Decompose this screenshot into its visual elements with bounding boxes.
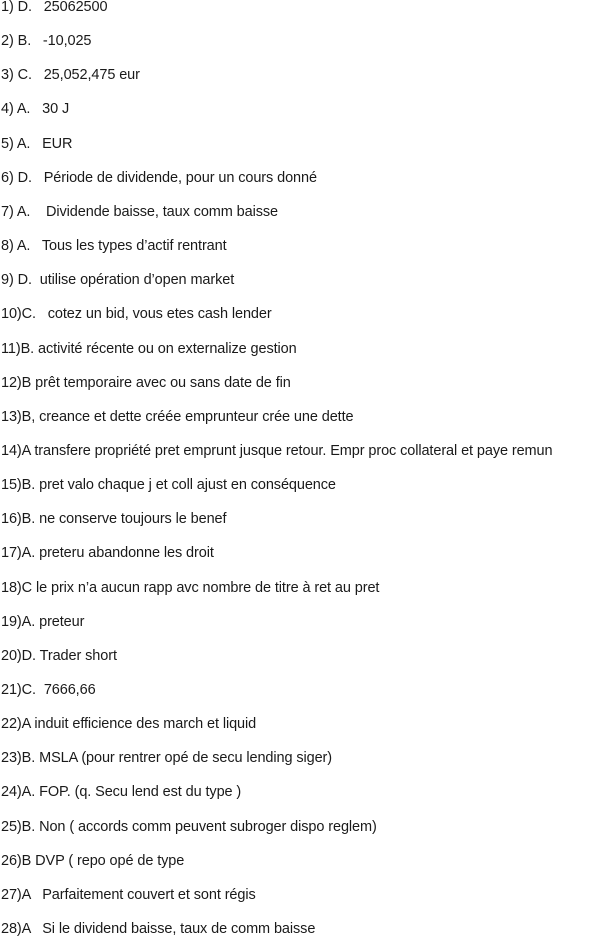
answer-text: 30 J [30,101,70,118]
answer-line [1,475,336,495]
answer-line [1,919,315,939]
answer-number: 16)B. [1,511,36,528]
answer-number: 18)C [1,579,33,596]
answer-line [1,270,234,290]
answer-text: FOP. (q. Secu lend est du type ) [35,784,242,801]
answer-number: 7) A. [1,203,31,220]
answer-text: Période de dividende, pour un cours donné [31,169,317,186]
answer-line [1,817,377,837]
answer-number: 23)B. [1,750,36,767]
answer-line [1,168,317,188]
answer-text: EUR [30,135,73,152]
answer-line [1,578,379,598]
answer-number: 11)B. [1,340,35,357]
answer-number: 24)A. [1,784,36,801]
answer-text: creance et dette créée emprunteur crée une dette [35,408,354,425]
answer-line [1,680,96,700]
answer-text: Non ( accords comm peuvent subroger dispo reglem) [35,818,377,835]
answer-line [1,612,84,632]
answer-number: 14)A [1,442,31,459]
answer-text: MSLA (pour rentrer opé de secu lending siger) [35,750,333,767]
answer-number: 12)B [1,374,32,391]
answer-number: 28)A [1,921,31,937]
answer-line [1,99,69,119]
answer-line [1,441,552,461]
answer-text: activité récente ou on externalize gestion [34,340,297,357]
answer-number: 26)B [1,852,32,869]
answer-line [1,134,72,154]
answer-text: transfere propriété pret emprunt jusque retour. Empr proc collateral et paye remun [30,442,553,459]
answer-line [1,509,226,529]
answer-line [1,714,256,734]
answer-text: ne conserve toujours le benef [35,511,227,528]
answer-line [1,339,297,359]
answer-number: 22)A [1,716,31,733]
answer-number: 21)C. [1,682,36,698]
answer-line [1,407,354,427]
answer-line [1,748,332,768]
answer-text: DVP ( repo opé de type [31,852,185,869]
answer-text: preteru abandonne les droit [35,545,214,562]
answer-line [1,543,214,563]
answer-number: 10)C. [1,306,36,323]
answer-number: 3) C. [1,67,32,84]
answer-text: 25,052,475 eur [31,67,140,84]
answer-line [1,0,107,17]
answer-number: 1) D. [1,0,32,15]
answer-number: 17)A. [1,545,36,562]
answer-line [1,885,256,905]
answer-text: utilise opération d’open market [31,272,235,289]
answer-number: 27)A [1,886,31,903]
answer-number: 4) A. [1,101,31,118]
answer-text: Parfaitement couvert et sont régis [30,886,256,903]
answer-text: -10,025 [31,33,92,50]
answer-line [1,373,291,393]
answer-number: 19)A. [1,613,36,630]
answer-line [1,236,227,256]
answer-number: 6) D. [1,169,32,186]
answer-text: le prix n’a aucun rapp avc nombre de titre à ret au pret [32,579,380,596]
answer-text: prêt temporaire avec ou sans date de fin [31,374,291,391]
answer-text: Si le dividend baisse, taux de comm baisse [30,921,316,937]
answer-text: 7666,66 [35,682,96,698]
answer-line [1,782,241,802]
answer-line [1,31,91,51]
answer-line [1,851,184,871]
answer-line [1,646,117,666]
answer-text: pret valo chaque j et coll ajust en conséquence [35,477,336,494]
answer-text: preteur [35,613,85,630]
answer-number: 20)D. [1,647,36,664]
answer-text: Tous les types d’actif rentrant [30,238,227,254]
answer-number: 9) D. [1,272,32,289]
answer-line [1,65,140,85]
answer-number: 13)B, [1,408,36,425]
answer-text: cotez un bid, vous etes cash lender [35,306,272,323]
answer-number: 15)B. [1,477,36,494]
answer-text: 25062500 [31,0,108,15]
answer-number: 8) A. [1,238,31,254]
answer-text: Dividende baisse, taux comm baisse [30,203,278,220]
answer-number: 2) B. [1,33,32,50]
answer-line [1,202,278,222]
answer-number: 5) A. [1,135,31,152]
answer-line [1,304,272,324]
answer-text: Trader short [35,647,117,664]
answer-text: induit efficience des march et liquid [30,716,257,733]
answer-number: 25)B. [1,818,36,835]
